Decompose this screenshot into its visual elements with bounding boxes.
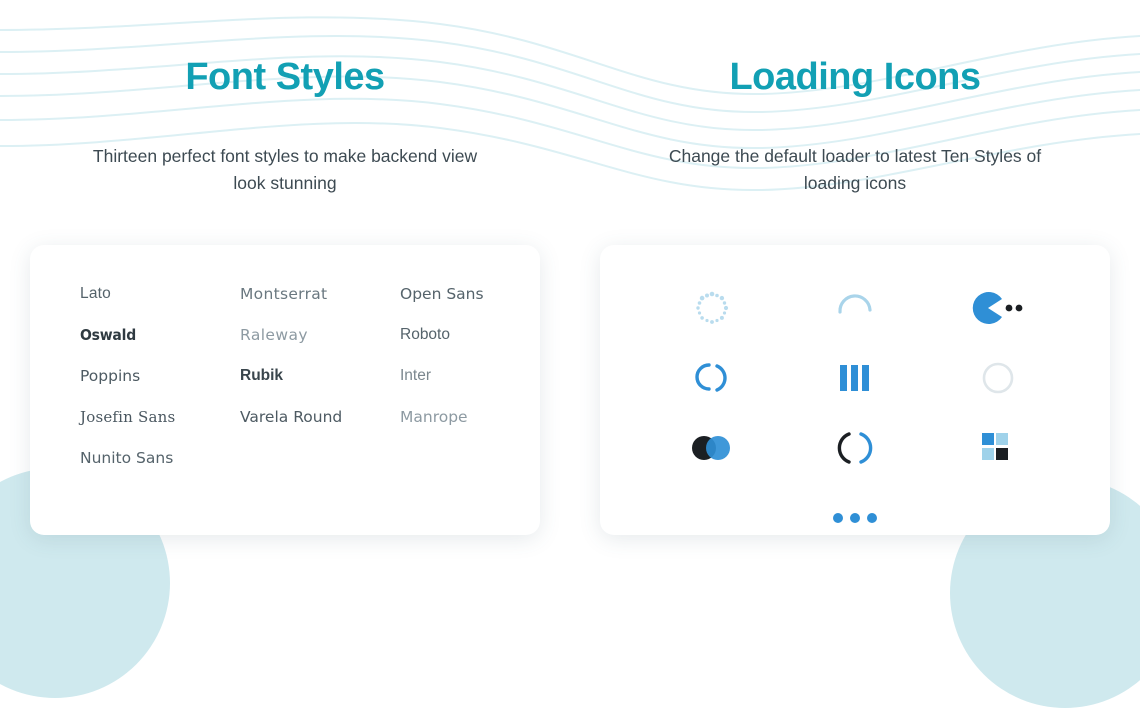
font-item-open-sans[interactable]: Open Sans (400, 285, 484, 304)
ring-outline-loader-glyph (980, 360, 1016, 396)
spinner-dots-circle-loader-glyph (692, 288, 732, 328)
spinner-dots-circle-loader-icon[interactable] (682, 278, 742, 338)
font-item-rubik[interactable]: Rubik (240, 367, 284, 385)
font-item-lato[interactable]: Lato (80, 285, 111, 303)
font-styles-subtitle: Thirteen perfect font styles to make backend view look stunning (92, 146, 478, 193)
three-dots-loader-icon[interactable] (825, 488, 885, 548)
broken-ring-loader-icon[interactable] (825, 418, 885, 478)
loading-icons-card (600, 245, 1110, 535)
two-circles-loader-glyph (688, 433, 736, 463)
broken-ring-loader-glyph (835, 428, 875, 468)
ring-outline-loader-icon[interactable] (968, 348, 1028, 408)
font-list (80, 285, 490, 467)
two-circles-loader-icon[interactable] (682, 418, 742, 478)
squares-grid-loader-glyph (979, 430, 1017, 466)
font-item-poppins[interactable]: Poppins (80, 367, 141, 386)
three-bars-loader-glyph (835, 362, 875, 394)
dual-arc-loader-icon[interactable] (682, 348, 742, 408)
font-styles-title: Font Styles (185, 56, 385, 98)
font-item-montserrat[interactable]: Montserrat (240, 285, 328, 304)
dual-arc-loader-glyph (689, 358, 735, 398)
font-item-varela-round[interactable]: Varela Round (240, 408, 343, 427)
font-item-roboto[interactable]: Roboto (400, 326, 450, 344)
loading-icons-title: Loading Icons (729, 56, 981, 98)
three-bars-loader-icon[interactable] (825, 348, 885, 408)
three-dots-loader-glyph (830, 509, 880, 527)
loader-list (640, 273, 1070, 553)
squares-grid-loader-icon[interactable] (968, 418, 1028, 478)
font-item-oswald[interactable]: Oswald (80, 326, 137, 345)
pacman-dots-loader-icon[interactable] (968, 278, 1028, 338)
arc-spinner-loader-icon[interactable] (825, 278, 885, 338)
loading-icons-panel (570, 0, 1140, 578)
font-styles-card (30, 245, 540, 535)
font-item-raleway[interactable]: Raleway (240, 326, 308, 345)
loading-icons-subtitle: Change the default loader to latest Ten Styles of loading icons (668, 146, 1042, 193)
font-item-inter[interactable]: Inter (400, 367, 432, 385)
pacman-dots-loader-glyph (971, 291, 1025, 325)
font-item-manrope[interactable]: Manrope (400, 408, 468, 427)
font-item-nunito-sans[interactable]: Nunito Sans (80, 449, 174, 468)
arc-spinner-loader-glyph (833, 286, 877, 330)
font-styles-panel (0, 0, 570, 578)
font-item-josefin-sans[interactable]: Josefin Sans (80, 408, 176, 427)
